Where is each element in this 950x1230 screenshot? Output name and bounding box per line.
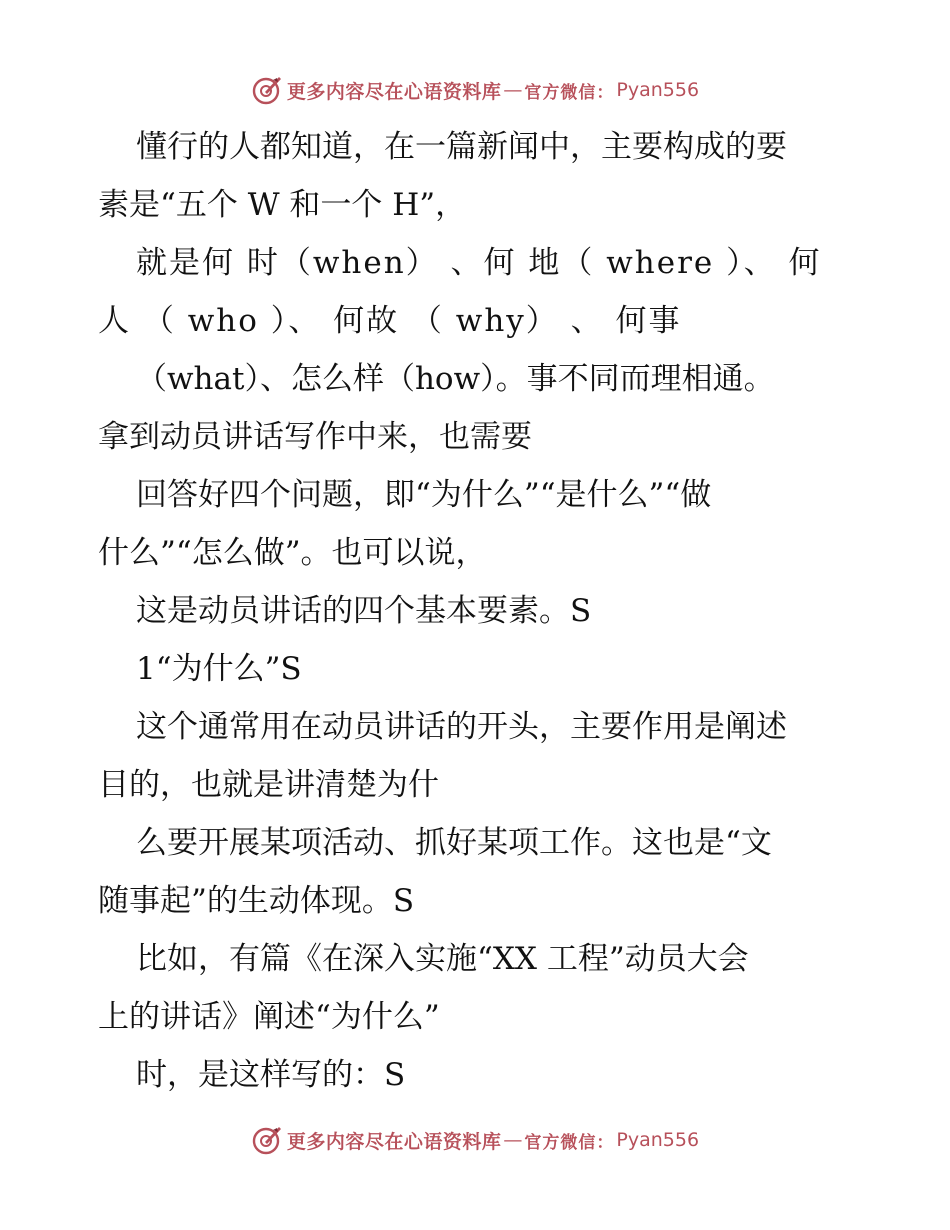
body-line: 什么”“怎么做”。也可以说， [98, 535, 487, 571]
body-line: 素是“五个 W 和一个 H”， [98, 187, 467, 223]
body-line: 就是何 时（when） 、何 地（ where ）、 何 [136, 245, 822, 281]
banner-separator: — [503, 79, 523, 101]
banner-wechat-id: Pyan556 [616, 1129, 700, 1151]
header-banner [0, 72, 950, 108]
body-line: 拿到动员讲话写作中来，也需要 [98, 419, 532, 455]
banner-wechat-label: 官方微信： [524, 82, 615, 103]
banner-separator: — [503, 1129, 523, 1151]
body-line: 随事起”的生动体现。S [98, 883, 415, 919]
banner-wechat-id: Pyan556 [616, 79, 700, 101]
body-line: 1“为什么”S [136, 651, 302, 687]
body-line: 懂行的人都知道，在一篇新闻中，主要构成的要 [136, 129, 787, 165]
body-line: 目的，也就是讲清楚为什 [98, 767, 439, 803]
body-line: 人 （ who ）、 何故 （ why） 、 何事 [98, 303, 682, 339]
body-line: 上的讲话》阐述“为什么” [98, 999, 440, 1035]
body-line: 回答好四个问题，即“为什么”“是什么”“做 [136, 477, 712, 513]
quill-logo-icon [251, 1124, 283, 1156]
body-line: 比如，有篇《在深入实施“XX 工程”动员大会 [136, 941, 749, 977]
banner-main-text: 更多内容尽在心语资料库 [286, 1130, 502, 1153]
body-line: （what）、怎么样（how）。事不同而理相通。 [136, 361, 775, 397]
footer-banner [0, 1122, 950, 1158]
body-line: 么要开展某项活动、抓好某项工作。这也是“文 [136, 825, 772, 861]
body-line: 这个通常用在动员讲话的开头，主要作用是阐述 [136, 709, 787, 745]
banner-wechat-label: 官方微信： [524, 1132, 615, 1153]
document-body [98, 118, 858, 1104]
body-line: 时，是这样写的：S [136, 1057, 406, 1093]
quill-logo-icon [251, 74, 283, 106]
banner-main-text: 更多内容尽在心语资料库 [286, 80, 502, 103]
body-line: 这是动员讲话的四个基本要素。S [136, 593, 592, 629]
